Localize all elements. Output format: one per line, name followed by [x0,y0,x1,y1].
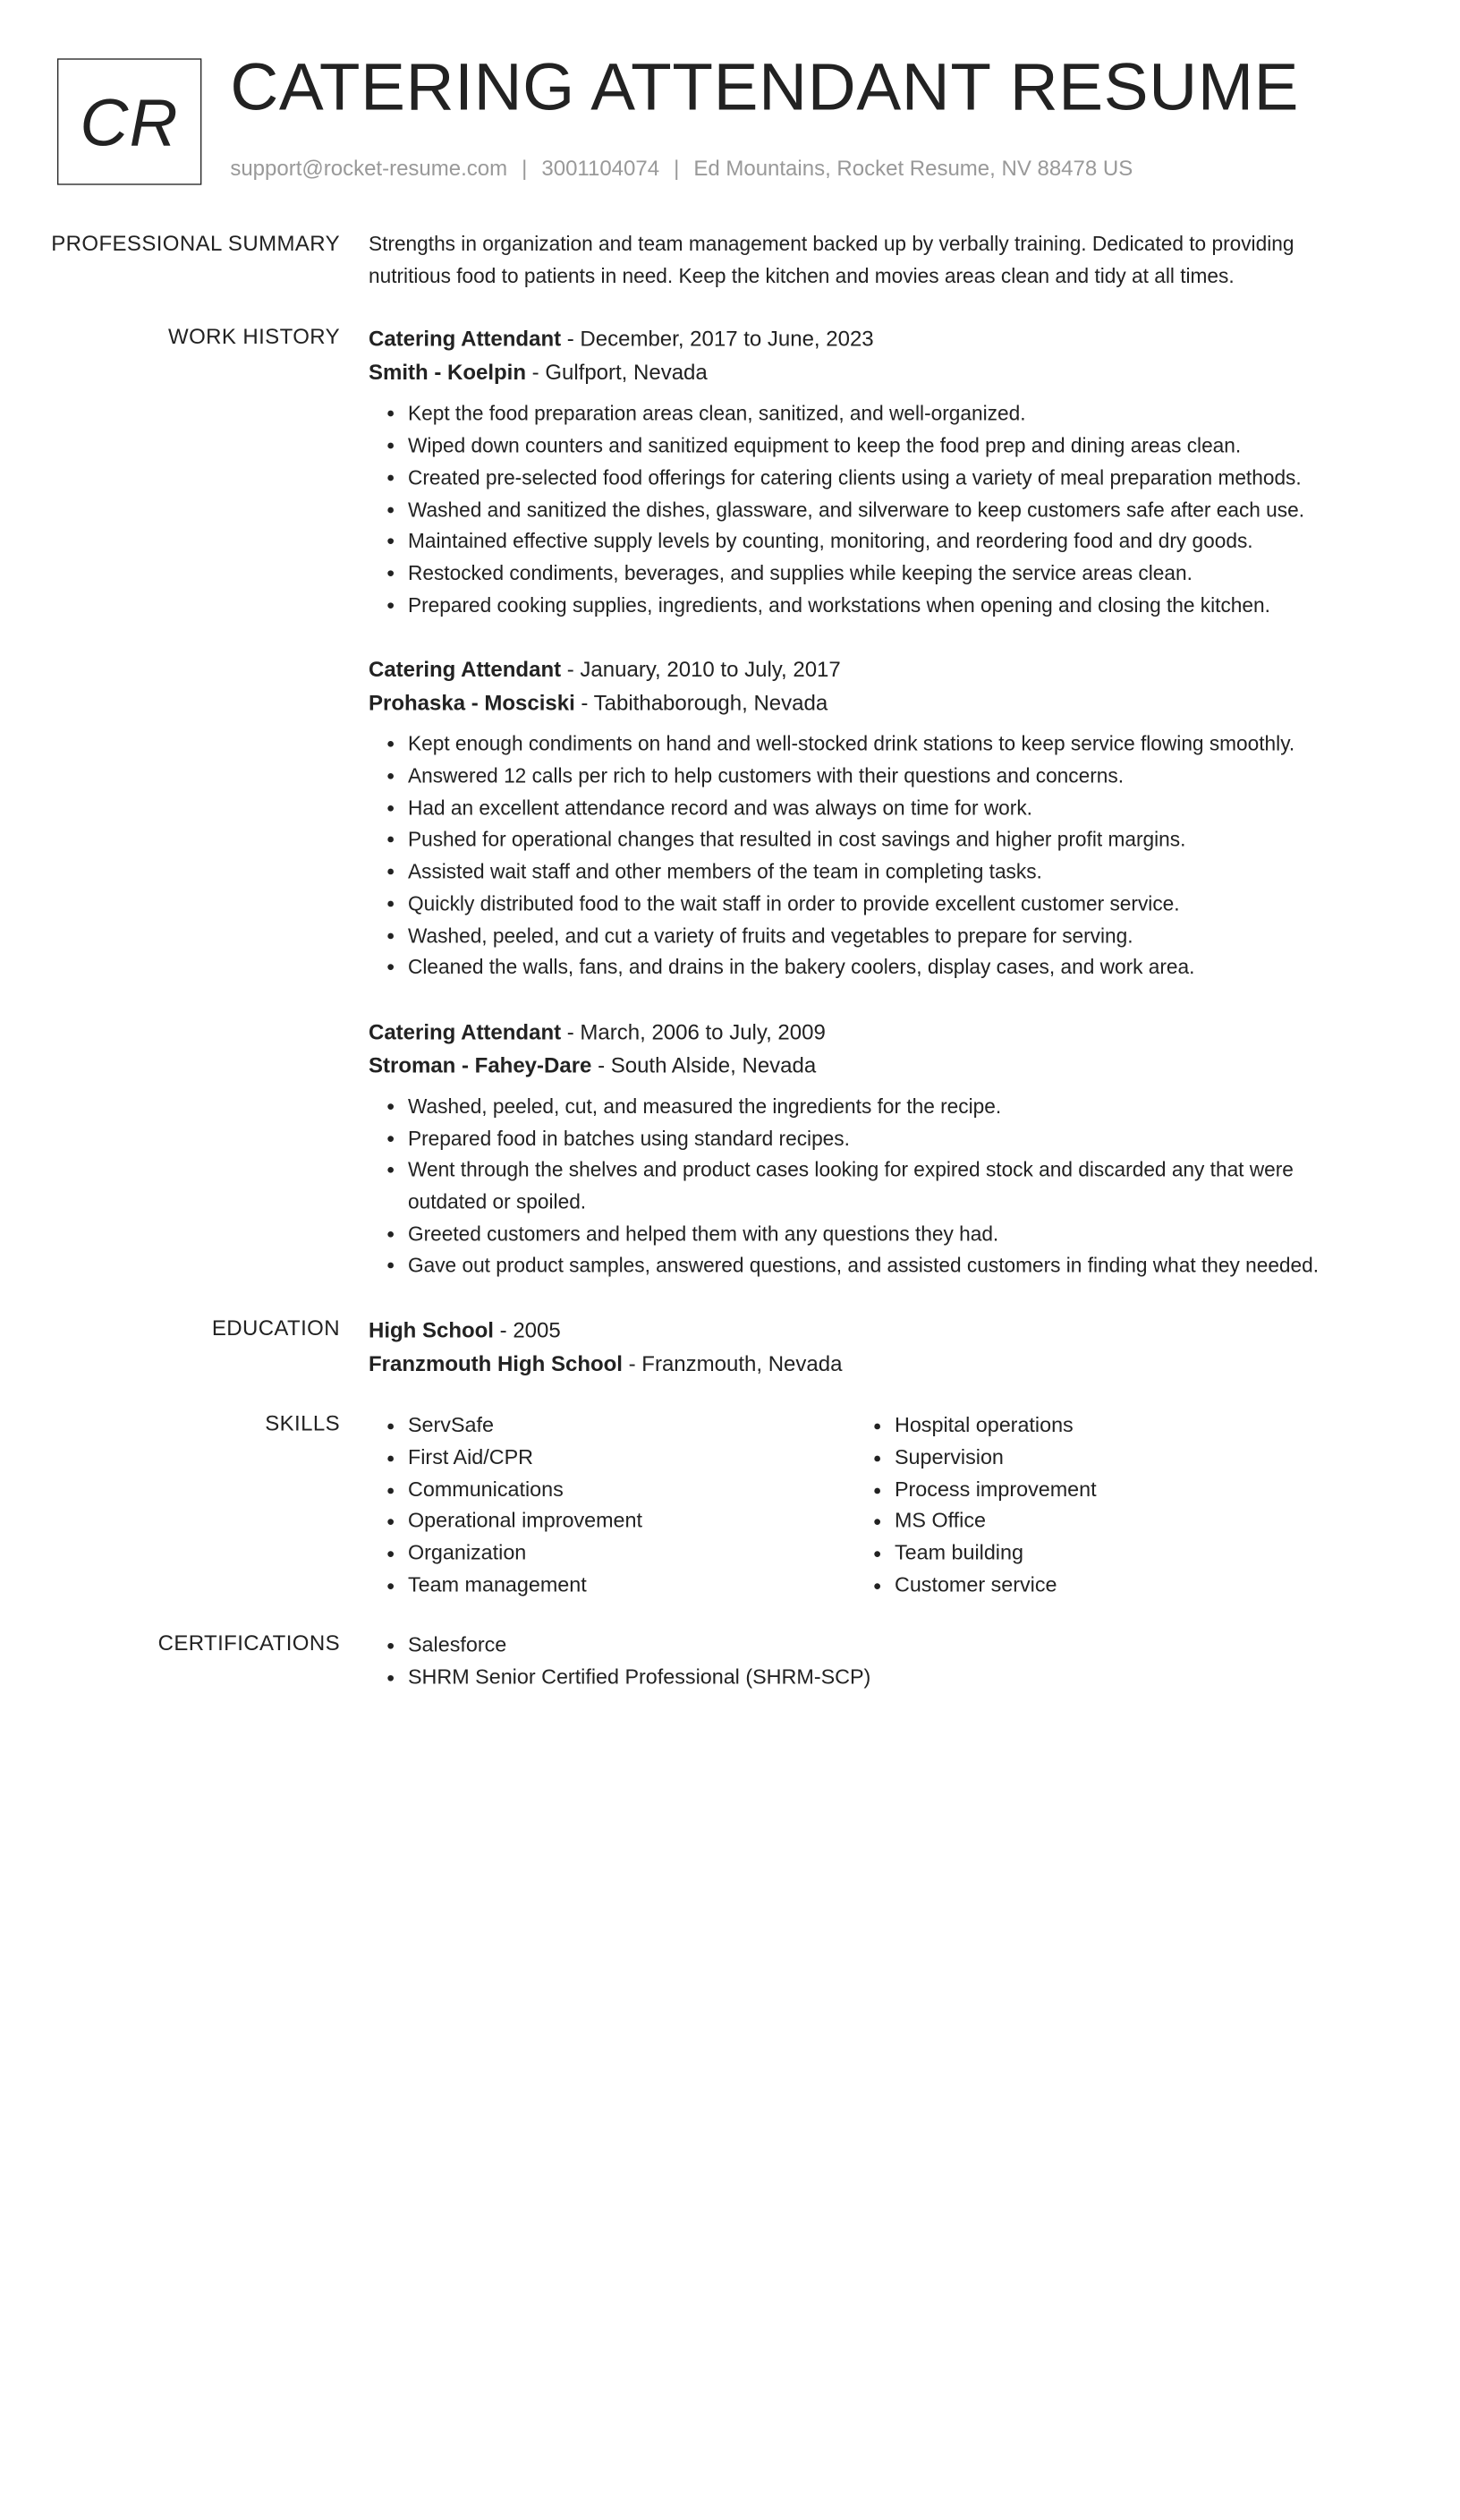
job-duty-item: • Washed, peeled, and cut a variety of fruits and vegetables to prepare for serving. [408,921,1352,953]
skill-item: • Team building [895,1537,1342,1569]
job-entry [369,653,1352,984]
certifications-section [0,1629,1460,1692]
work-history-section [0,323,1460,1315]
job-company: Prohaska - Mosciski [368,691,575,716]
job-duty-item: • Wiped down counters and sanitized equipment to keep the food prep and dining areas clean. [408,430,1352,463]
job-duty-item: • Washed and sanitized the dishes, glassware, and silverware to keep customers safe after each use. [408,495,1352,527]
job-duty-item: • Cleaned the walls, fans, and drains in the bakery coolers, display cases, and work area. [408,952,1352,984]
job-duty-item: • Prepared cooking supplies, ingredients, and workstations when opening and closing the kitchen. [408,590,1352,622]
job-company: Smith - Koelpin [368,361,526,385]
job-duty-item: • Assisted wait staff and other members of the team in completing tasks. [408,856,1352,889]
summary-section [0,229,1460,293]
job-company-line [369,686,1352,719]
job-company-line [369,1049,1352,1082]
job-duty-item: • Greeted customers and helped them with any questions they had. [408,1219,1352,1251]
section-label: SKILLS [265,1411,340,1436]
education-school-line [369,1348,1352,1381]
job-title-line [369,1016,1352,1049]
skill-item: • Organization [408,1537,855,1569]
job-entry [369,323,1352,623]
job-duty-item: • Pushed for operational changes that resulted in cost savings and higher profit margins. [408,825,1352,857]
skill-item: • First Aid/CPR [408,1441,855,1473]
education-year: - 2005 [493,1318,561,1343]
skill-item: • Supervision [895,1441,1342,1473]
job-duty-item: • Answered 12 calls per rich to help customers with their questions and concerns. [408,762,1352,794]
contact-separator: | [522,156,528,181]
job-duties-list [369,729,1352,984]
job-location: - Gulfport, Nevada [525,361,708,385]
education-section [0,1314,1460,1381]
job-duty-item: • Maintained effective supply levels by counting, monitoring, and reordering food and dry goods. [408,526,1352,558]
skill-item: • Hospital operations [895,1409,1342,1442]
certification-item: • Salesforce [408,1629,1352,1661]
job-duties-list [369,1092,1352,1283]
job-location: - South Alside, Nevada [591,1053,817,1077]
job-duty-item: • Created pre-selected food offerings for catering clients using a variety of meal preparation methods. [408,463,1352,495]
job-duty-item: • Had an excellent attendance record and was always on time for work. [408,793,1352,825]
contact-email[interactable]: support@rocket-resume.com [230,156,508,181]
skill-item: • Process improvement [895,1473,1342,1505]
job-dates: - January, 2010 to July, 2017 [561,658,841,682]
jobs-list [369,323,1352,1315]
skill-item: • Communications [408,1473,855,1505]
certifications-list [369,1629,1352,1692]
skill-item: • Customer service [895,1569,1342,1601]
job-duties-list [369,399,1352,622]
job-duty-item: • Quickly distributed food to the wait staff in order to provide excellent customer service. [408,889,1352,921]
skills-column-1 [369,1409,855,1601]
job-entry [369,1016,1352,1283]
skill-item: • MS Office [895,1505,1342,1537]
education-degree: High School [368,1318,494,1343]
contact-phone[interactable]: 3001104074 [541,156,660,181]
job-duty-item: • Kept the food preparation areas clean, sanitized, and well-organized. [408,399,1352,431]
summary-text: Strengths in organization and team management backed up by verbally training. Dedicated to providing nutritious food to patients in need. Keep the kitchen and movies areas clean and tidy at all times. [368,232,1294,287]
job-company-line [369,356,1352,389]
job-duty-item: • Gave out product samples, answered questions, and assisted customers in finding what they needed. [408,1251,1352,1283]
job-dates: - March, 2006 to July, 2009 [561,1019,826,1044]
section-label: EDUCATION [211,1315,340,1341]
job-duty-item: • Went through the shelves and product cases looking for expired stock and discarded any that were outdated or spoiled. [408,1155,1352,1219]
section-label: PROFESSIONAL SUMMARY [51,231,340,256]
job-title: Catering Attendant [368,1019,562,1044]
education-degree-line [369,1314,1352,1347]
contact-address: Ed Mountains, Rocket Resume, NV 88478 US [693,156,1133,181]
education-school: Franzmouth High School [368,1351,623,1376]
section-label: WORK HISTORY [168,325,340,349]
skill-item: • Team management [408,1569,855,1601]
contact-line [230,157,1133,182]
skills-column-2 [855,1409,1342,1601]
job-duty-item: • Restocked condiments, beverages, and supplies while keeping the service areas clean. [408,558,1352,591]
job-location: - Tabithaborough, Nevada [574,691,828,716]
monogram-logo: CR [57,58,201,184]
resume-title: CATERING ATTENDANT RESUME [230,48,1300,124]
job-company: Stroman - Fahey-Dare [368,1053,592,1077]
contact-separator: | [674,156,680,181]
job-title: Catering Attendant [368,658,562,682]
skill-item: • Operational improvement [408,1505,855,1537]
resume-header [0,0,1460,239]
education-location: - Franzmouth, Nevada [622,1351,843,1376]
job-duty-item: • Kept enough condiments on hand and well-stocked drink stations to keep service flowing smoothly. [408,729,1352,762]
job-dates: - December, 2017 to June, 2023 [561,327,874,352]
skill-item: • ServSafe [408,1409,855,1442]
job-title-line [369,323,1352,356]
job-duty-item: • Washed, peeled, cut, and measured the ingredients for the recipe. [408,1092,1352,1124]
certification-item: • SHRM Senior Certified Professional (SHRM-SCP) [408,1661,1352,1693]
job-title-line [369,653,1352,686]
job-duty-item: • Prepared food in batches using standard recipes. [408,1124,1352,1156]
job-title: Catering Attendant [368,327,562,352]
skills-section [0,1409,1460,1601]
section-label: CERTIFICATIONS [157,1631,340,1656]
